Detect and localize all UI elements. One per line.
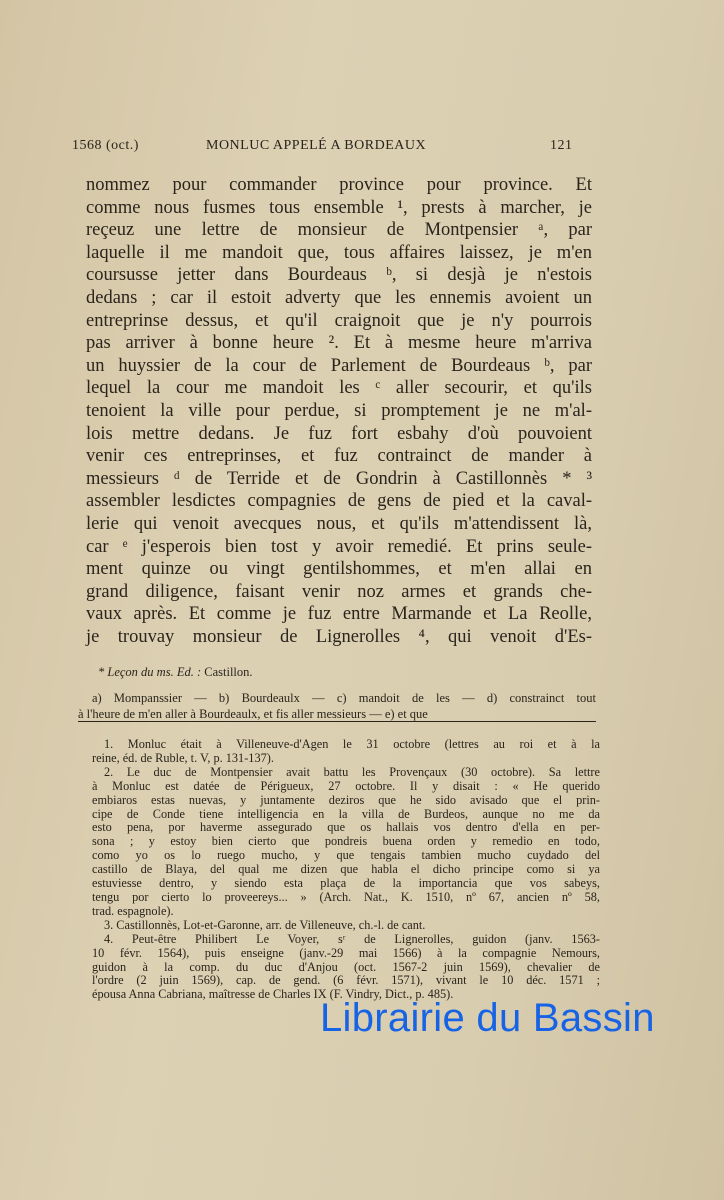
manuscript-note-text: Castillon. (204, 665, 253, 679)
manuscript-note-label: * Leçon du ms. Ed. : (98, 665, 202, 679)
text-line: laquelle il me mandoit que, tous affaires laissez, je m'en (86, 242, 592, 263)
text-line: reçeuz une lettre de monsieur de Montpensier ᵃ, par (86, 220, 592, 241)
header-date: 1568 (oct.) (72, 138, 139, 153)
page-number: 121 (550, 138, 573, 153)
text-line: tenoient la ville pour perdue, si promptement je ne m'al- (86, 400, 592, 421)
text-line: coursusse jetter dans Bourdeaus ᵇ, si desjà je n'estois (86, 265, 592, 286)
footnote-line: tengu por cierto lo proveereys... » (Arch. Nat., K. 1510, nº 67, ancien nº 58, (92, 889, 600, 904)
text-line: nommez pour commander province pour province. Et (86, 175, 592, 195)
footnote-line: reine, éd. de Ruble, t. V, p. 131-137). (92, 750, 274, 765)
footnote-line: como yo os lo ruego mucho, y que tengais tambien mucho cuydado del (92, 848, 600, 863)
footnote-line: épousa Anna Cabriana, maîtresse de Charles IX (F. Vindry, Dict., p. 485). (92, 987, 454, 1002)
footnote-line: trad. espagnole). (92, 903, 174, 918)
footnote-line: embiaros estas nuevas, y juntamente deziros que he sido avisado que el prin- (92, 792, 600, 807)
variant-notes (78, 664, 596, 722)
text-line: lequel la cour me mandoit les ᶜ aller secourir, et qu'ils (86, 378, 592, 399)
text-line: car ᵉ j'esperois bien tost y avoir remedié. Et prins seule- (86, 536, 592, 557)
text-line: lerie qui venoit avecques nous, et qu'ils m'attendissent là, (86, 513, 592, 534)
footnote-line: esto pena, por haverme assegurado que os hallais vos dentro d'ella en per- (92, 820, 600, 835)
text-line: entreprinse dessus, et qu'il craignoit que je n'y pourrois (86, 310, 592, 331)
footnote-line: guidon à la comp. du duc d'Anjou (oct. 1567-2 juin 1569), chevalier de (92, 959, 600, 974)
text-line: dedans ; car il estoit adverty que les ennemis avoient un (86, 287, 592, 308)
footnote-line: castillo de Blaya, del qual me dizen que habla el dicho principe como si ya (92, 862, 600, 877)
manuscript-note (78, 664, 596, 680)
text-line: vaux après. Et comme je fuz entre Marmande et La Reolle, (86, 604, 592, 625)
footnote-line: 4. Peut-être Philibert Le Voyer, sʳ de Lignerolles, guidon (janv. 1563- (104, 931, 600, 946)
footnote-line: l'ordre (2 juin 1569), cap. de gend. (6 févr. 1571), vivant le 10 déc. 1571 ; (92, 973, 600, 988)
variant-line: a) Mompanssier — b) Bourdeaulx — c) mandoit de les — d) constrainct tout (92, 691, 596, 705)
text-line: ment quinze ou vingt gentilshommes, et m'en allai en (86, 559, 592, 580)
text-line: assembler lesdictes compagnies de gens de pied et la caval- (86, 491, 592, 512)
footnote-divider (78, 721, 596, 722)
text-line: lois mettre dedans. Je fuz fort esbahy d'où pouvoient (86, 423, 592, 444)
text-line: je trouvay monsieur de Lignerolles ⁴, qui venoit d'Es- (86, 626, 592, 647)
text-line: grand diligence, faisant venir noz armes et grands che- (86, 581, 592, 602)
footnote-line: 10 févr. 1564), puis enseigne (janv.-29 mai 1566) à la compagnie Nemours, (92, 945, 600, 960)
watermark: Librairie du Bassin (320, 996, 655, 1040)
text-line: venir ces entreprinses, et fuz contrainct de mander à (86, 446, 592, 467)
footnote-line: 1. Monluc était à Villeneuve-d'Agen le 31 octobre (lettres au roi et à la (104, 737, 600, 751)
header-title: MONLUC APPELÉ A BORDEAUX (206, 138, 427, 153)
footnote-line: cipe de Conde tiene intelligencia en la villa de Burdeos, aunque no me da (92, 806, 600, 821)
text-line: messieurs ᵈ de Terride et de Gondrin à Castillonnès * ³ (86, 468, 592, 489)
footnote-line: à Monluc est datée de Périgueux, 27 octobre. Il y disait : « He querido (92, 778, 600, 793)
footnote-line: 2. Le duc de Montpensier avait battu les Provençaux (30 octobre). Sa lettre (104, 764, 600, 779)
footnote-line: sona ; y estoy bien cierto que pondreis buena orden y remedio en todo, (92, 834, 600, 849)
variant-line: à l'heure de m'en aller à Bourdeaulx, et fis aller messieurs — e) et que (78, 707, 428, 721)
footnote-line: 3. Castillonnès, Lot-et-Garonne, arr. de Villeneuve, ch.-l. de cant. (104, 917, 426, 932)
main-text (86, 174, 592, 648)
text-line: pas arriver à bonne heure ². Et à mesme heure m'arriva (86, 333, 592, 354)
footnote-line: estuviesse dentro, y siendo esta plaça de la importancia que vos sabeys, (92, 876, 600, 891)
text-line: comme nous fusmes tous ensemble ¹, prests à marcher, je (86, 197, 592, 218)
text-line: un huyssier de la cour de Parlement de Bourdeaus ᵇ, par (86, 355, 592, 376)
footnotes (92, 738, 600, 1002)
